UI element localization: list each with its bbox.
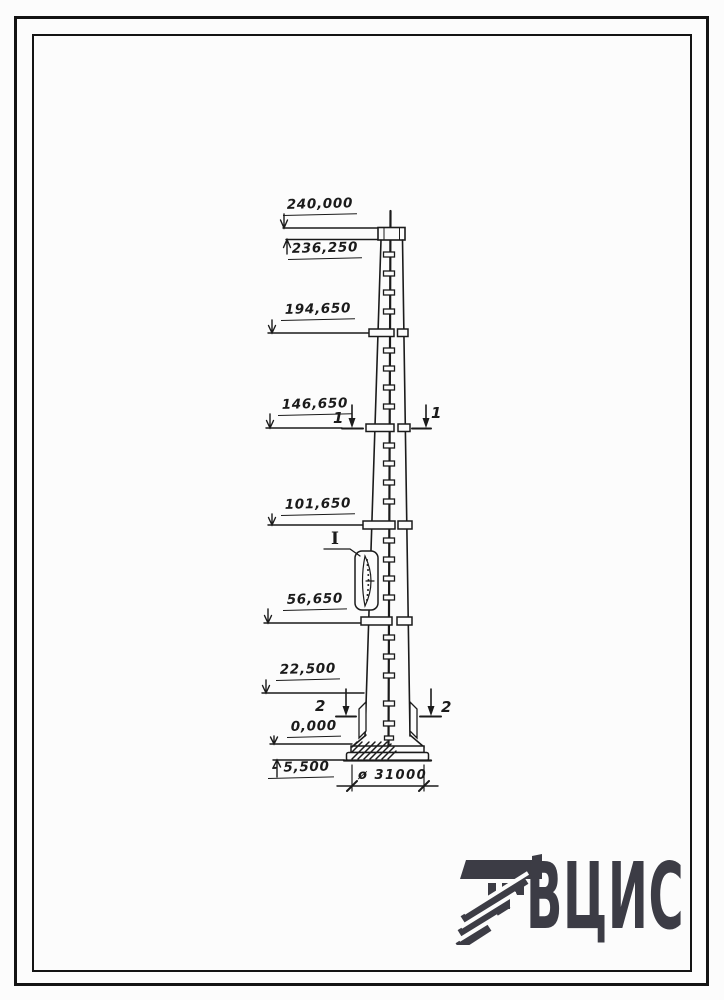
section-1-label-right: 1 (431, 404, 442, 422)
section-2-label-right: 2 (441, 698, 452, 716)
elevation-label-240000: 240,000 (283, 196, 358, 215)
left-wall (365, 240, 381, 736)
vcis-logo (452, 843, 685, 951)
elevation-label-146650: 146,650 (278, 396, 353, 415)
vcis-logo-text: ВЦИС (526, 843, 685, 950)
elevation-label-0000: 0,000 (287, 719, 342, 738)
elevation-label-236250: 236,250 (288, 240, 363, 259)
elevation-label-22500: 22,500 (276, 661, 341, 680)
elevation-label-101650: 101,650 (281, 496, 356, 515)
chimney-cap (378, 228, 405, 241)
detail-leader-line (324, 549, 360, 556)
right-wall (403, 240, 411, 736)
elevation-label-minus5500: - 5,500 (268, 759, 334, 778)
elevation-label-56650: 56,650 (283, 591, 348, 610)
elevation-label-194650: 194,650 (281, 301, 356, 320)
base-diameter-label: ø 31000 (358, 768, 428, 783)
section-2-label-left: 2 (315, 697, 326, 715)
detail-callout-label: I (331, 529, 339, 549)
section-1-label-left: 1 (333, 409, 344, 427)
